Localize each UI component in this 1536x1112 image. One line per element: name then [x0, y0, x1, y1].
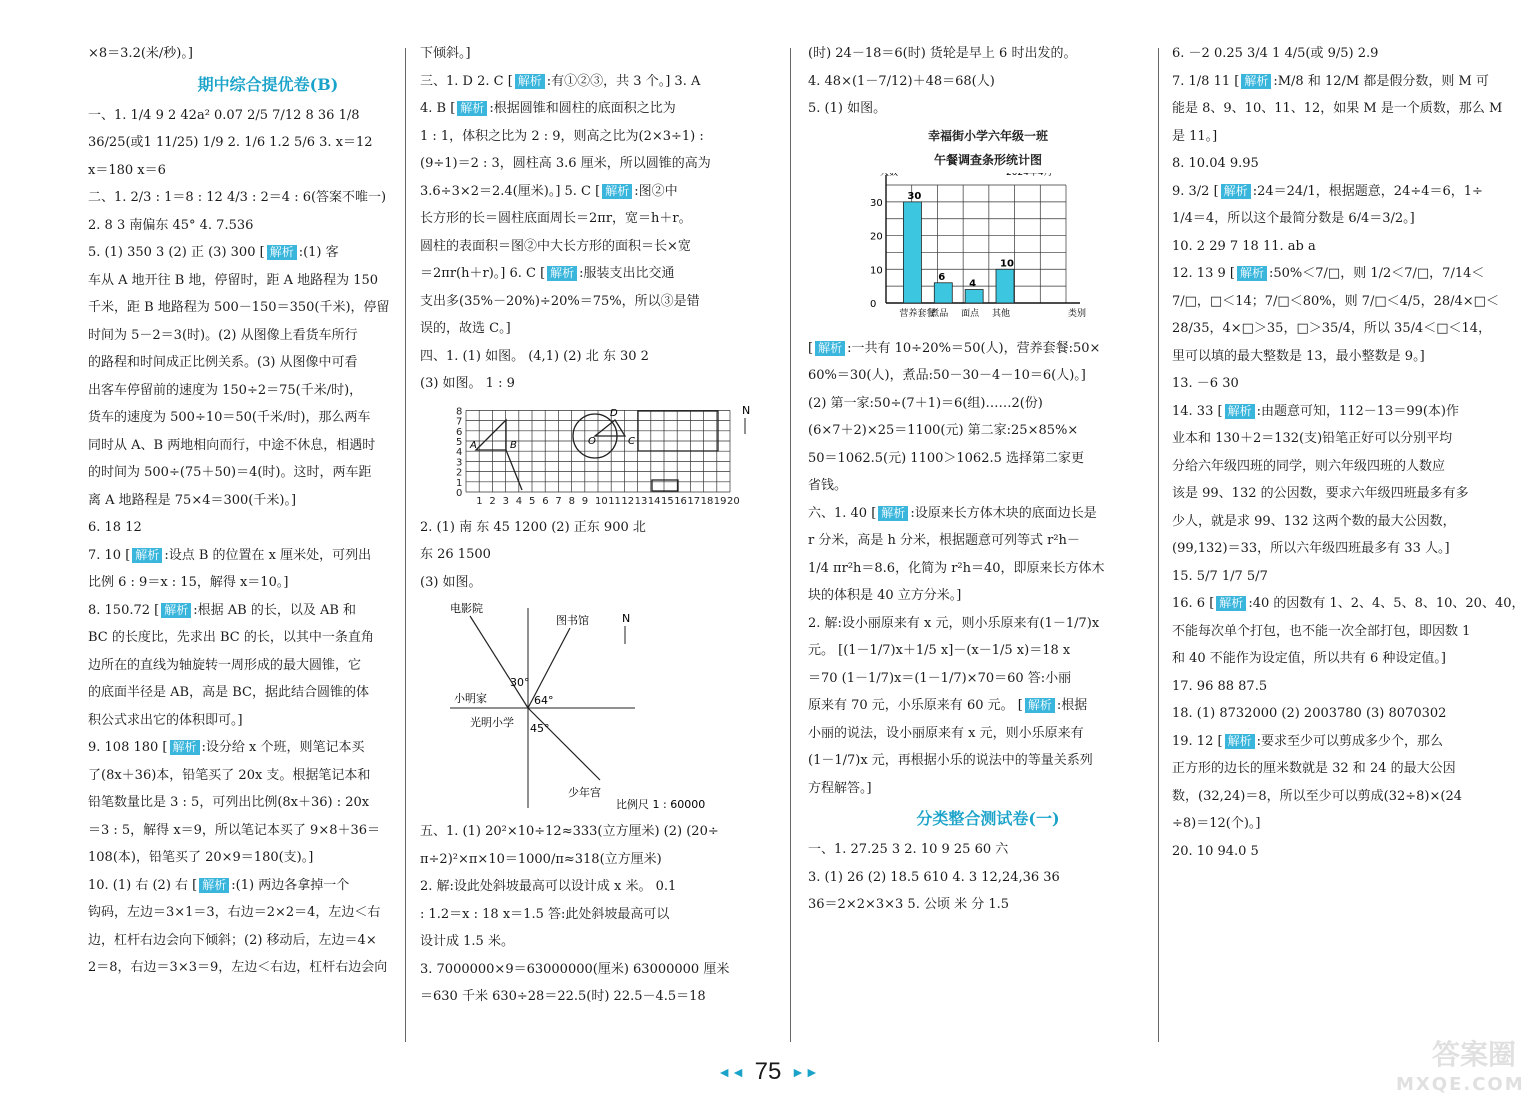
- text-line: 里可以填的最大整数是 13，最小整数是 9。]: [1172, 348, 1425, 364]
- text-line: 1/4＝4，所以这个最简分数是 6/4＝3/2。]: [1172, 211, 1415, 226]
- text-line: (3) 如图。: [420, 574, 482, 590]
- x-tick-label: 营养套餐: [899, 308, 936, 319]
- map-label: 光明小学: [470, 716, 514, 729]
- watermark-url: MXQE.COM: [1396, 1074, 1525, 1095]
- text-line: BC 的长度比，先求出 BC 的长，以其中一条直角: [88, 630, 374, 645]
- tick-label: 4: [456, 446, 463, 458]
- triangle-shape: [476, 420, 506, 450]
- triangle-shape: [595, 420, 625, 436]
- tick-label: 3: [456, 456, 463, 468]
- analysis-tag: 解析: [1241, 74, 1271, 89]
- text-line: 长方形的长＝圆柱底面周长＝2πr，宽＝h＋r。: [420, 211, 692, 226]
- tick-label: 7: [555, 495, 562, 507]
- text-line: 该是 99、132 的公因数，要求六年级四班最多有多: [1172, 486, 1469, 501]
- data-label: 4: [969, 278, 977, 290]
- answer-body: [420, 40, 780, 398]
- text-line: 四、1. (1) 如图。 (4,1) (2) 北 东 30 2: [420, 348, 649, 364]
- text-line: 二、1. 2/3 : 1＝8 : 12 4/3 : 2＝4 : 6(答案不唯一): [88, 190, 387, 205]
- north-label: N: [742, 403, 750, 417]
- text-line: [ 解析 :一共有 10÷20%＝50(人)，营养套餐:50×: [808, 340, 1101, 356]
- text-line: 28/35，4×□＞35，□＞35/4，所以 35/4＜□＜14，: [1172, 321, 1492, 336]
- text-line: 的底面半径是 AB，高是 BC，据此结合圆锥的体: [88, 685, 369, 700]
- x-tick-label: 其他: [992, 308, 1011, 319]
- text-line: ＝70 (1－1/7)x＝(1－1/7)×70＝60 答:小丽: [808, 670, 1072, 686]
- text-line: 16. 6 [ 解析 :40 的因数有 1、2、4、5、8、10、20、40，: [1172, 596, 1525, 611]
- text-line: 不能每次单个打包，也不能一次全部打包，即因数 1: [1172, 623, 1471, 639]
- tick-label: 19: [713, 495, 727, 507]
- text-line: 1 : 1，体积之比为 2 : 9，则高之比为(2×3÷1) :: [420, 128, 704, 144]
- bar: [903, 201, 921, 302]
- text-line: 19. 12 [ 解析 :要求至少可以剪成多少个，那么: [1172, 733, 1443, 749]
- map-label: 电影院: [450, 602, 483, 615]
- map-label: 少年宫: [568, 786, 601, 799]
- tick-label: 1: [476, 495, 483, 507]
- watermark-text: 答案圈: [1431, 1038, 1516, 1071]
- text-line: ＝2πr(h＋r)。] 6. C [ 解析 :服装支出比交通: [420, 266, 675, 281]
- text-line: 边，杠杆右边会向下倾斜；(2) 移动后，左边＝4×: [88, 932, 377, 948]
- analysis-tag: 解析: [1221, 184, 1251, 199]
- text-line: 2. 解:设小丽原来有 x 元，则小乐原来有(1－1/7)x: [808, 615, 1100, 631]
- text-line: 支出多(35%－20%)÷20%＝75%，所以③是错: [420, 293, 700, 309]
- data-label: 30: [907, 190, 922, 202]
- text-line: 2. 解:设此处斜坡最高可以设计成 x 米。 0.1: [420, 879, 677, 894]
- analysis-tag: 解析: [815, 341, 845, 356]
- page-footer: [0, 1058, 1536, 1086]
- text-line: 时间为 5－2＝3(时)。(2) 从图像上看货车所行: [88, 327, 358, 343]
- tick-label: 14: [647, 495, 661, 507]
- analysis-tag: 解析: [547, 266, 577, 281]
- tick-label: 15: [661, 495, 674, 507]
- analysis-tag: 解析: [1237, 266, 1267, 281]
- bar-chart-svg: [808, 173, 1148, 333]
- text-line: 7. 10 [ 解析 :设点 B 的位置在 x 厘米处，可列出: [88, 547, 372, 563]
- bar-chart: [808, 173, 1168, 333]
- text-line: 8. 10.04 9.95: [1172, 156, 1259, 171]
- text-line: (时) 24－18＝6(时) 货轮是早上 6 时出发的。: [808, 46, 1077, 61]
- text-line: (99,132)＝33，所以六年级四班最多有 33 人。]: [1172, 541, 1450, 556]
- scale-label: 比例尺 1 : 60000: [616, 798, 706, 811]
- x-tick-label: 面点: [961, 308, 980, 319]
- text-line: π÷2)²×π×10＝1000/π≈318(立方厘米): [420, 851, 662, 867]
- page-number: 75: [754, 1058, 782, 1085]
- text-line: 一、1. 1/4 9 2 42a² 0.07 2/5 7/12 8 36 1/8: [88, 107, 360, 123]
- text-line: 货车的速度为 500÷10＝50(千米/时)，那么两车: [88, 410, 371, 425]
- text-line: : 1.2＝x : 18 x＝1.5 答:此处斜坡最高可以: [420, 906, 670, 922]
- text-line: 三、1. D 2. C [ 解析 :有①②③，共 3 个。] 3. A: [420, 73, 701, 89]
- text-line: 3. 7000000×9＝63000000(厘米) 63000000 厘米: [420, 961, 730, 977]
- tick-label: 4: [515, 495, 523, 507]
- text-line: (1－1/7)x 元，再根据小乐的说法中的等量关系列: [808, 753, 1093, 768]
- tick-label: 6: [456, 426, 463, 438]
- tick-label: 5: [529, 495, 536, 507]
- text-line: 4. B [ 解析 :根据圆锥和圆柱的底面积之比为: [420, 101, 676, 116]
- segment: [506, 450, 522, 490]
- text-line: 5. (1) 如图。: [808, 101, 887, 116]
- y-tick-label: 30: [870, 197, 883, 209]
- tick-label: 9: [581, 495, 589, 507]
- tick-label: 6: [542, 495, 549, 507]
- y-tick-label: 10: [870, 264, 883, 276]
- tick-label: 1: [456, 477, 463, 489]
- answer-body: [808, 40, 1168, 123]
- text-line: 2＝8，右边＝3×3＝9，左边＜右边，杠杆右边会向: [88, 960, 388, 975]
- bar: [934, 282, 952, 302]
- text-line: 6. －2 0.25 3/4 1 4/5(或 9/5) 2.9: [1172, 46, 1379, 61]
- tick-label: 13: [634, 495, 648, 507]
- text-line: 36＝2×2×3×3 5. 公顷 米 分 1.5: [808, 897, 1010, 912]
- analysis-tag: 解析: [267, 245, 297, 260]
- text-line: 能是 8、9、10、11、12，如果 M 是一个质数，那么 M: [1172, 101, 1503, 116]
- map-label: 小明家: [454, 692, 487, 705]
- tick-label: 8: [456, 405, 463, 417]
- text-line: 五、1. (1) 20²×10÷12≈333(立方厘米) (2) (20÷: [420, 824, 719, 839]
- bar: [965, 289, 983, 302]
- text-line: 9. 3/2 [ 解析 :24＝24/1，根据题意，24÷4＝6，1÷: [1172, 183, 1483, 199]
- angle-label: 45°: [530, 722, 550, 735]
- section-title: 期中综合提优卷(B): [197, 74, 339, 94]
- text-line: 3.6÷3×2＝2.4(厘米)。] 5. C [ 解析 :图②中: [420, 183, 678, 199]
- data-label: 10: [1000, 257, 1014, 269]
- text-line: (6×7＋2)×25＝1100(元) 第二家:25×85%×: [808, 423, 1079, 438]
- text-line: 六、1. 40 [ 解析 :设原来长方体木块的底面边长是: [808, 505, 1097, 521]
- text-line: 省钱。: [808, 478, 848, 493]
- point-label: D: [610, 407, 618, 419]
- y-tick-label: 20: [870, 231, 883, 243]
- tick-label: 0: [456, 487, 463, 499]
- text-line: x＝180 x＝6: [88, 162, 166, 178]
- text-line: 出客车停留前的速度为 150÷2＝75(千米/时)，: [88, 382, 363, 398]
- text-line: 17. 96 88 87.5: [1172, 678, 1268, 694]
- text-line: 分给六年级四班的同学，则六年级四班的人数应: [1172, 458, 1446, 474]
- text-line: 圆柱的表面积＝图②中大长方形的面积＝长×宽: [420, 238, 691, 254]
- text-line: 和 40 不能作为设定值，所以共有 6 种设定值。]: [1172, 651, 1446, 666]
- coordinate-grid: [420, 400, 750, 512]
- tick-label: 18: [700, 495, 714, 507]
- analysis-tag: 解析: [602, 184, 632, 199]
- chart-date: 2024年4月: [1006, 172, 1053, 178]
- text-line: 8. 150.72 [ 解析 :根据 AB 的长，以及 AB 和: [88, 602, 357, 618]
- answer-body: [88, 102, 448, 982]
- tick-label: 17: [687, 495, 701, 507]
- chart-title: 幸福街小学六年级一班: [927, 128, 1048, 143]
- text-line: 设计成 1.5 米。: [420, 934, 514, 949]
- text-line: 的时间为 500÷(75＋50)＝4(时)。这时，两车距: [88, 465, 372, 480]
- section-title: 分类整合测试卷(一): [916, 809, 1060, 828]
- text-line: 了(8x＋36)本，铅笔买了 20x 支。根据笔记本和: [88, 767, 371, 783]
- text-line: 积公式求出它的体积即可。]: [88, 712, 243, 728]
- text-line: 20. 10 94.0 5: [1172, 843, 1259, 859]
- text-line: 2. 8 3 南偏东 45° 4. 7.536: [88, 217, 254, 233]
- answer-body: [1172, 40, 1532, 865]
- analysis-tag: 解析: [1225, 404, 1255, 419]
- point-label: O: [588, 435, 596, 447]
- answer-column-2: [420, 40, 780, 1011]
- chart-title: 午餐调查条形统计图: [933, 152, 1042, 167]
- answer-column-4: [1172, 40, 1532, 865]
- prev-arrows-icon: ◄◄: [717, 1064, 746, 1080]
- text-line: 5. (1) 350 3 (2) 正 (3) 300 [ 解析 :(1) 客: [88, 245, 339, 260]
- x-tick-label: 煮品: [930, 308, 949, 319]
- text-line: 离 A 地路程是 75×4＝300(千米)。]: [88, 492, 297, 508]
- x-axis-label: 类别: [1068, 308, 1087, 319]
- analysis-tag: 解析: [1025, 698, 1055, 713]
- angle-label: 30°: [510, 676, 530, 689]
- text-line: 原来有 70 元，小乐原来有 60 元。 [ 解析 :根据: [808, 698, 1088, 713]
- data-label: 6: [938, 271, 946, 283]
- text-line: r 分米，高是 h 分米，根据题意可列等式 r²h－: [808, 533, 1080, 548]
- text-line: 车从 A 地开往 B 地，停留时，距 A 地路程为 150: [88, 272, 379, 288]
- text-line: 108(本)，铅笔买了 20×9＝180(支)。]: [88, 850, 314, 865]
- map-figure: [420, 598, 780, 816]
- text-line: 比例 6 : 9＝x : 15，解得 x＝10。]: [88, 575, 289, 590]
- text-line: 4. 48×(1－7/12)＋48＝68(人): [808, 73, 995, 89]
- text-line: 7. 1/8 11 [ 解析 :M/8 和 12/M 都是假分数，则 M 可: [1172, 73, 1489, 89]
- text-line: (2) 第一家:50÷(7＋1)＝6(组)……2(份): [808, 395, 1043, 411]
- analysis-tag: 解析: [161, 603, 191, 618]
- tick-label: 2: [456, 467, 463, 479]
- text-line: (3) 如图。 1 : 9: [420, 376, 515, 391]
- angle-label: 64°: [534, 694, 554, 707]
- map-label: 图书馆: [556, 614, 589, 627]
- tick-label: 20: [727, 495, 740, 507]
- tick-label: 16: [674, 495, 687, 507]
- y-axis-label: 人数: [880, 172, 899, 178]
- text-line: 边所在的直线为轴旋转一周形成的最大圆锥，它: [88, 657, 362, 673]
- analysis-tag: 解析: [515, 74, 545, 89]
- text-line: 15. 5/7 1/7 5/7: [1172, 568, 1268, 584]
- text-line: 3. (1) 26 (2) 18.5 610 4. 3 12,24,36 36: [808, 869, 1060, 885]
- text-line: 9. 108 180 [ 解析 :设分给 x 个班，则笔记本买: [88, 740, 365, 755]
- answer-body: [420, 514, 780, 597]
- text-line: 1/4 πr²h＝8.6，化简为 r²h＝40，即原来长方体木: [808, 560, 1105, 576]
- text-line: 36/25(或1 11/25) 1/9 2. 1/6 1.2 5/6 3. x＝12: [88, 135, 373, 150]
- text-line: 60%＝30(人)，煮品:50－30－4－10＝6(人)。]: [808, 368, 1086, 383]
- text-line: 东 26 1500: [420, 547, 491, 562]
- text-line: 6. 18 12: [88, 520, 142, 535]
- text-line: 业本和 130＋2＝132(支)铅笔正好可以分别平均: [1172, 431, 1453, 446]
- tick-label: 11: [608, 495, 621, 507]
- text-line: 10. 2 29 7 18 11. ab a: [1172, 238, 1316, 254]
- grid-figure: [420, 400, 780, 512]
- text-line: 钩码，左边＝3×1＝3，右边＝2×2＝4，左边＜右: [88, 905, 381, 920]
- watermark: [1396, 1038, 1525, 1100]
- tick-label: 5: [456, 436, 463, 448]
- next-arrows-icon: ►►: [790, 1064, 819, 1080]
- text-line: ÷8)＝12(个)。]: [1172, 816, 1261, 831]
- text-line: 10. (1) 右 (2) 右 [ 解析 :(1) 两边各拿掉一个: [88, 877, 350, 893]
- tick-label: 12: [621, 495, 635, 507]
- tick-label: 8: [568, 495, 575, 507]
- text-line: 铅笔数量比是 3 : 5，可列出比例(8x＋36) : 20x: [88, 795, 370, 810]
- answer-column-3: [808, 40, 1168, 919]
- point-label: C: [628, 435, 635, 447]
- tick-label: 7: [456, 416, 463, 428]
- analysis-tag: 解析: [199, 878, 229, 893]
- analysis-tag: 解析: [878, 506, 908, 521]
- text-line: (9÷1)＝2 : 3，圆柱高 3.6 厘米，所以圆锥的高为: [420, 156, 711, 171]
- text-line: ＝630 千米 630÷28＝22.5(时) 22.5－4.5＝18: [420, 989, 706, 1004]
- text-line: 一、1. 27.25 3 2. 10 9 25 60 六: [808, 842, 1009, 857]
- point-label: B: [510, 439, 517, 451]
- tick-label: 10: [595, 495, 608, 507]
- text-line: 同时从 A、B 两地相向而行，中途不休息，相遇时: [88, 437, 376, 453]
- text-line: 12. 13 9 [ 解析 :50%＜7/□，则 1/2＜7/□，7/14＜: [1172, 266, 1485, 281]
- column-divider: [790, 48, 791, 1042]
- text-line: 正方形的边长的厘米数就是 32 和 24 的最大公因: [1172, 761, 1456, 776]
- direction-map: [420, 598, 750, 816]
- text-line: 2. (1) 南 东 45 1200 (2) 正东 900 北: [420, 519, 646, 535]
- text-line: 下倾斜。]: [420, 46, 471, 61]
- answer-body: [808, 836, 1168, 919]
- text-line: 方程解答。]: [808, 780, 872, 796]
- text-line: 块的体积是 40 立方分米。]: [808, 588, 962, 603]
- tick-label: 3: [502, 495, 509, 507]
- text-line: ×8＝3.2(米/秒)。]: [88, 46, 193, 61]
- text-line: 14. 33 [ 解析 :由题意可知，112－13＝99(本)作: [1172, 403, 1459, 419]
- analysis-tag: 解析: [457, 101, 487, 116]
- bar: [996, 269, 1014, 303]
- text-line: 7/□，□＜14；7/□＜80%，则 7/□＜4/5，28/4×□＜: [1172, 293, 1499, 309]
- north-label: N: [622, 612, 631, 625]
- text-line: 18. (1) 8732000 (2) 2003780 (3) 8070302: [1172, 706, 1447, 721]
- analysis-tag: 解析: [132, 548, 162, 563]
- text-line: 少人，就是求 99、132 这两个数的最大公因数，: [1172, 513, 1456, 529]
- text-line: 元。 [(1－1/7)x＋1/5 x]－(x－1/5 x)＝18 x: [808, 643, 1071, 658]
- text-line: 的路程和时间成正比例关系。(3) 从图像中可看: [88, 355, 358, 370]
- analysis-tag: 解析: [1225, 734, 1255, 749]
- text-line: 数，(32,24)＝8，所以至少可以剪成(32÷8)×(24: [1172, 788, 1462, 804]
- answer-body: [420, 818, 780, 1011]
- point-label: A: [470, 439, 477, 451]
- y-tick-label: 0: [870, 298, 877, 310]
- text-line: 是 11。]: [1172, 128, 1218, 144]
- text-line: 13. －6 30: [1172, 376, 1239, 391]
- answer-column-1: [88, 40, 448, 982]
- text-line: 50＝1062.5(元) 1100＞1062.5 选择第二家更: [808, 450, 1085, 466]
- text-line: 误的，故选 C。]: [420, 321, 511, 336]
- text-line: 小丽的说法，设小丽原来有 x 元，则小乐原来有: [808, 725, 1084, 741]
- text-line: 千米，距 B 地路程为 500－150＝350(千米)，停留: [88, 300, 390, 315]
- text-line: ＝3 : 5，解得 x＝9，所以笔记本买了 9×8＋36＝: [88, 822, 381, 838]
- analysis-tag: 解析: [170, 740, 200, 755]
- answer-body: [808, 335, 1168, 803]
- tick-label: 2: [489, 495, 496, 507]
- analysis-tag: 解析: [1216, 596, 1246, 611]
